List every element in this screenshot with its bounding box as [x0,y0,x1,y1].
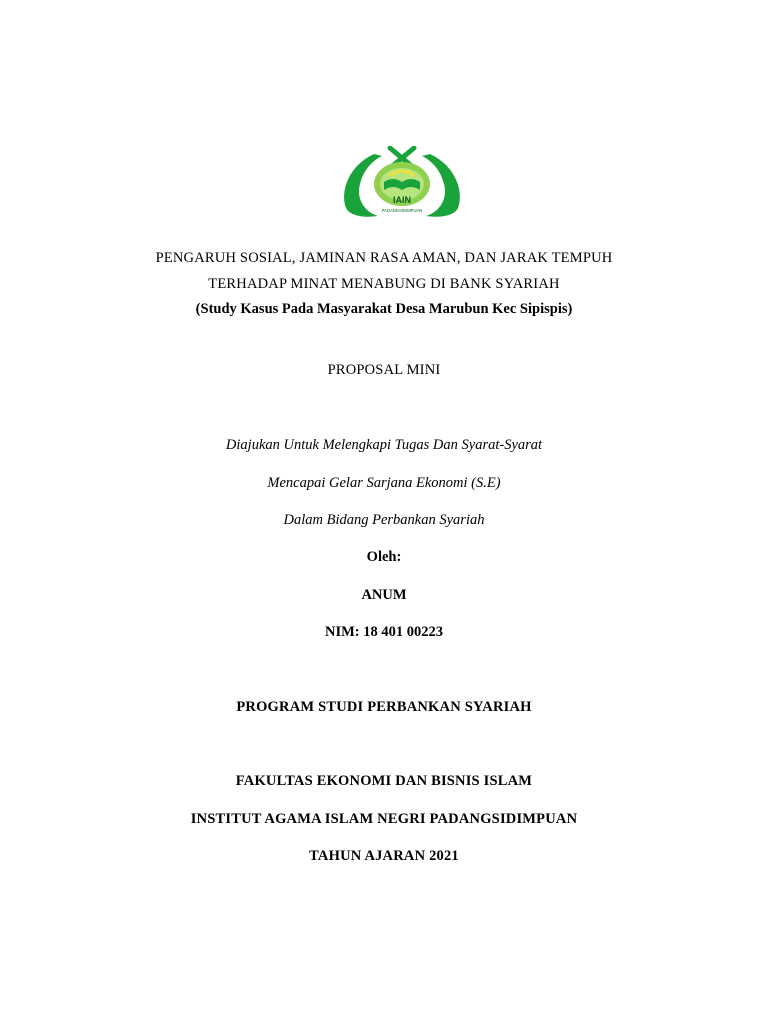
title-line-2: TERHADAP MINAT MENABUNG DI BANK SYARIAH [208,276,560,292]
academic-year: TAHUN AJARAN 2021 [309,848,459,864]
study-program: PROGRAM STUDI PERBANKAN SYARIAH [236,699,532,715]
author-name: ANUM [361,587,407,603]
purpose-line-2: Mencapai Gelar Sarjana Ekonomi (S.E) [267,475,501,491]
logo-text: IAIN [393,195,411,205]
university: INSTITUT AGAMA ISLAM NEGRI PADANGSIDIMPUAN [190,811,578,827]
author-label: Oleh: [366,549,402,565]
logo-subtext: PADANGSIDIMPUAN [381,208,423,213]
faculty: FAKULTAS EKONOMI DAN BISNIS ISLAM [235,773,533,789]
subtitle: (Study Kasus Pada Masyarakat Desa Marubun Kec Sipispis) [195,301,573,317]
purpose-line-3: Dalam Bidang Perbankan Syariah [283,512,485,528]
title-line-1: PENGARUH SOSIAL, JAMINAN RASA AMAN, DAN JARAK TEMPUH [155,250,613,266]
author-nim: NIM: 18 401 00223 [324,624,443,640]
iain-padangsidimpuan-logo-icon [334,146,470,222]
document-type: PROPOSAL MINI [327,362,441,378]
purpose-line-1: Diajukan Untuk Melengkapi Tugas Dan Syarat-Syarat [225,437,543,453]
